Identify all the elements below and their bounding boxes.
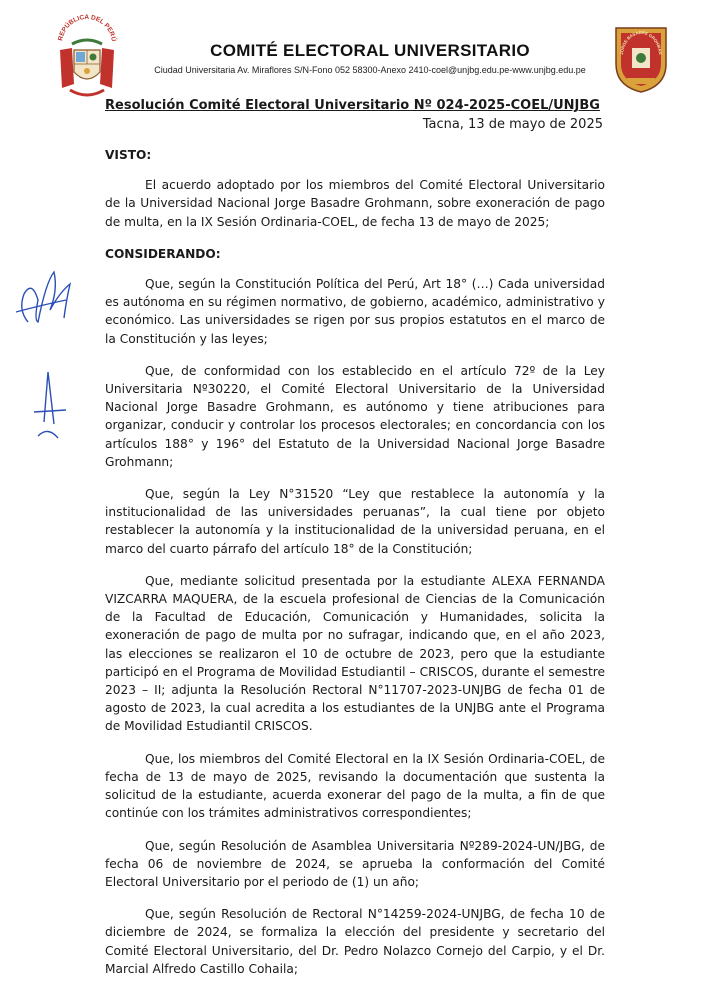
university-seal-icon (612, 22, 670, 94)
considerando-paragraph: Que, según la Constitución Política del Perú, Art 18° (…) Cada universidad es autónoma en su régimen normativo, de gobierno, académico, administrativo y económico. Las universidades se rigen por sus propios estatutos en el marco de la Constitución y las leyes; (105, 277, 605, 346)
visto-paragraph: El acuerdo adoptado por los miembros del Comité Electoral Universitario de la Universidad Nacional Jorge Basadre Grohmann, sobre exoneración de pago de multa, en la IX Sesión Ordinaria-COEL, de fecha 13 de mayo de 2025; (105, 178, 605, 229)
considerando-paragraph: Que, según la Ley N°31520 “Ley que restablece la autonomía y la institucionalidad de las universidades peruanas”, la cual tiene por objeto restablecer la autonomía y la institucionalidad de la universidad peruana, en el marco del cuarto párrafo del artículo 18° de la Constitución; (105, 487, 605, 556)
place-date: Tacna, 13 de mayo de 2025 (422, 117, 603, 132)
considerando-paragraph: Que, los miembros del Comité Electoral en la IX Sesión Ordinaria-COEL, de fecha de 13 de mayo de 2025, revisando la documentación que sustenta la solicitud de la estudiante, acuerda exonerar del pago de la multa, a fin de que continúe con los trámites administrativos correspondientes; (105, 751, 605, 821)
resolution-title: Resolución Comité Electoral Universitario Nº 024-2025-COEL/UNJBG (105, 98, 600, 113)
header-title: COMITÉ ELECTORAL UNIVERSITARIO (210, 41, 530, 60)
signature-initials-icon (8, 262, 88, 462)
considerando-paragraph: Que, según Resolución de Asamblea Universitaria Nº289-2024-UN/JBG, de fecha 06 de noviembre de 2024, se aprueba la conformación del Comité Electoral Universitario por el periodo de (1) un año; (105, 838, 605, 889)
header-address: Ciudad Universitaria Av. Miraflores S/N-Fono 052 58300-Anexo 2410-coel@unjbg.edu.pe-www.unjbg.edu.pe (154, 65, 586, 75)
considerando-paragraph: Que, según Resolución de Rectoral N°14259-2024-UNJBG, de fecha 10 de diciembre de 2024, se formaliza la elección del presidente y secretario del Comité Electoral Universitario, del Dr. Pedro Nolazco Cornejo del Carpio, y el Dr. Marcial Alfredo Castillo Cohaila; (105, 907, 605, 976)
considerando-paragraph: Que, mediante solicitud presentada por la estudiante ALEXA FERNANDA VIZCARRA MAQUERA, de la escuela profesional de Ciencias de la Comunicación de la Facultad de Educación, Comunicación y Humanidades, solicita la exoneración de pago de multa por no sufragar, indicando que, en el año 2023, las elecciones se realizaron el 10 de octubre de 2023, pero que la estudiante participó en el Programa de Movilidad Estudiantil – CRISCOS, durante el semestre 2023 – II; adjunta la Resolución Rectoral N°11707-2023-UNJBG de fecha 01 de agosto de 2023, la cual acredita a los estudiantes de la UNJBG ante el Programa de Movilidad Estudiantil CRISCOS. (105, 573, 605, 734)
peru-coat-of-arms-icon (52, 14, 122, 102)
resolution-body (105, 146, 605, 992)
considerando-heading: CONSIDERANDO: (105, 246, 221, 261)
considerando-paragraph: Que, de conformidad con los establecido en el artículo 72º de la Ley Universitaria Nº30220, el Comité Electoral Universitario de la Universidad Nacional Jorge Basadre Grohmann, es autónomo y tiene atribuciones para organizar, conducir y controlar los procesos electorales; en concordancia con los artículos 188° y 196° del Estatuto de la Universidad Nacional Jorge Basadre Grohmann; (105, 363, 605, 469)
svg-text:JORGE BASADRE GROHMANN: JORGE BASADRE GROHMAN (619, 29, 663, 55)
svg-text:REPÚBLICA DEL PERÚ: REPÚBLICA DEL PERÚ (57, 14, 117, 42)
visto-heading: VISTO: (105, 148, 152, 162)
